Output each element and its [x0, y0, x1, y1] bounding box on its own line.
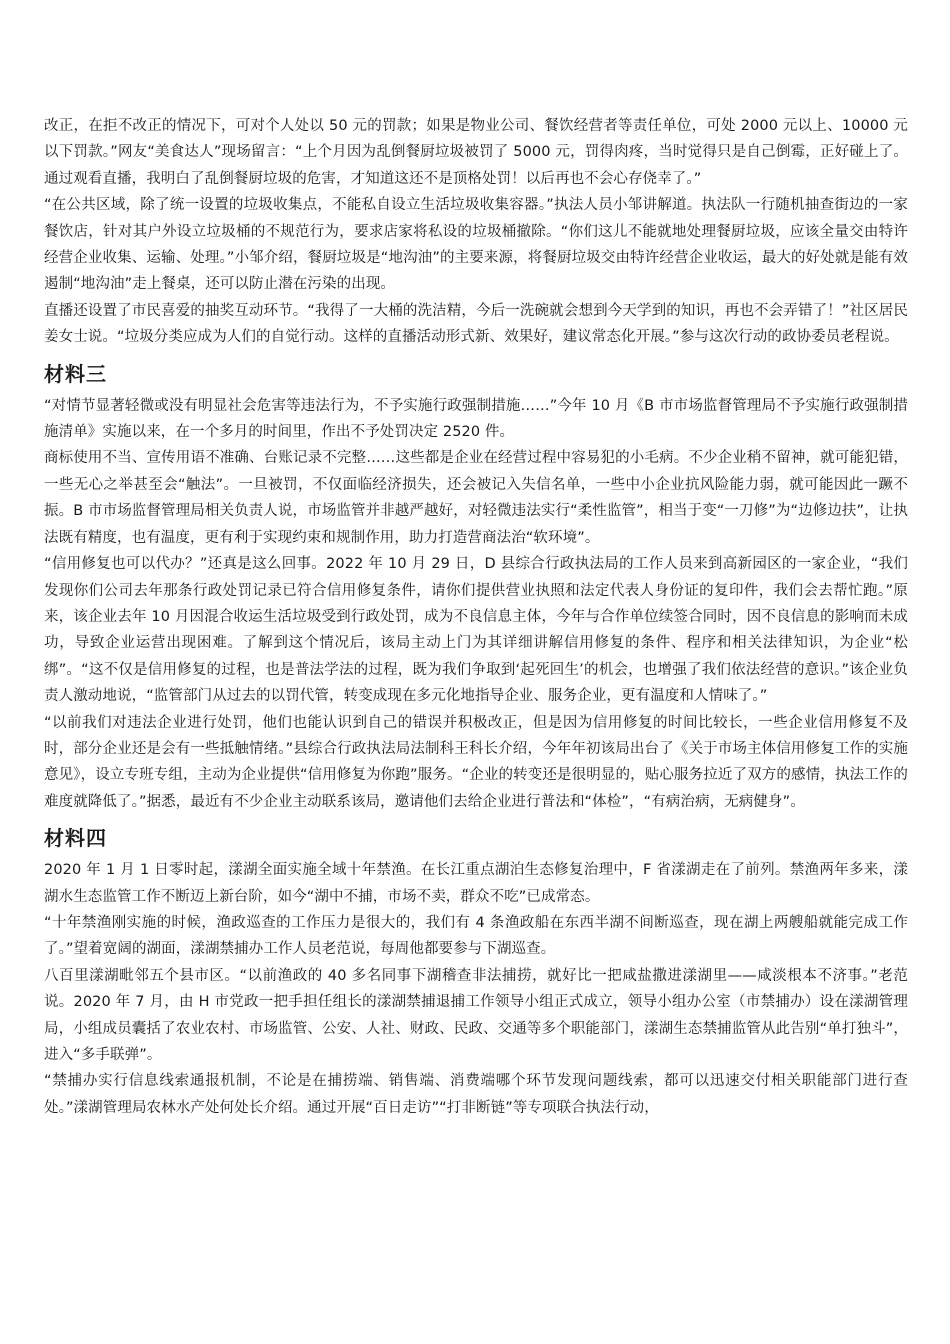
paragraph: 八百里漾湖毗邻五个县市区。“以前渔政的 40 多名同事下湖稽查非法捕捞，就好比一把咸盐撒进漾湖里——咸淡根本不济事。”老范说。2020 年 7 月，由 H 市党政一把手担任组长的漾湖禁捕退捕工作领导小组正式成立，领导小组办公室（市禁捕办）设在漾湖管理局，小组成员囊括了农业农村、市场监管、公安、人社、财政、民政、交通等多个职能部门，漾湖生态禁捕监管从此告别“单打独斗”，进入“多手联弹”。	[44, 967, 908, 1063]
paragraph: “在公共区域，除了统一设置的垃圾收集点，不能私自设立生活垃圾收集容器。”执法人员小邹讲解道。执法队一行随机抽查街边的一家餐饮店，针对其户外设立垃圾桶的不规范行为，要求店家将私设的垃圾桶撤除。“你们这儿不能就地处理餐厨垃圾，应该全量交由特许经营企业收集、运输、处理。”小邹介绍，餐厨垃圾是“地沟油”的主要来源，将餐厨垃圾交由特许经营企业收运，最大的好处就是能有效遏制“地沟油”走上餐桌，还可以防止潜在污染的出现。	[44, 197, 908, 293]
paragraph: “以前我们对违法企业进行处罚，他们也能认识到自己的错误并积极改正，但是因为信用修复的时间比较长，一些企业信用修复不及时，部分企业还是会有一些抵触情绪。”县综合行政执法局法制科王科长介绍，今年年初该局出台了《关于市场主体信用修复工作的实施意见》，设立专班专组，主动为企业提供“信用修复为你跑”服务。“企业的转变还是很明显的，贴心服务拉近了双方的感情，执法工作的难度就降低了。”据悉，最近有不少企业主动联系该局，邀请他们去给企业进行普法和“体检”，“有病治病，无病健身”。	[44, 714, 908, 810]
paragraph: 直播还设置了市民喜爱的抽奖互动环节。“我得了一大桶的洗洁精，今后一洗碗就会想到今天学到的知识，再也不会弄错了！”社区居民姜女士说。“垃圾分类应成为人们的自觉行动。这样的直播活动形式新、效果好，建议常态化开展。”参与这次行动的政协委员老程说。	[44, 302, 908, 346]
section-heading-4: 材料四	[44, 826, 107, 851]
paragraph: “十年禁渔刚实施的时候，渔政巡查的工作压力是很大的，我们有 4 条渔政船在东西半湖不间断巡查，现在湖上两艘船就能完成工作了。”望着宽阔的湖面，漾湖禁捕办工作人员老范说，每周他都要参与下湖巡查。	[44, 914, 908, 958]
document-page	[44, 113, 908, 1121]
paragraph: 商标使用不当、宣传用语不准确、台账记录不完整……这些都是企业在经营过程中容易犯的小毛病。不少企业稍不留神，就可能犯错，一些无心之举甚至会“触法”。一旦被罚，不仅面临经济损失，还会被记入失信名单，一些中小企业抗风险能力弱，就可能因此一蹶不振。B 市市场监督管理局相关负责人说，市场监管并非越严越好，对轻微违法实行“柔性监管”，相当于变“一刀修”为“边修边扶”，让执法既有精度，也有温度，更有利于实现约束和规制作用，助力打造营商法治“软环境”。	[44, 450, 908, 546]
paragraph: “信用修复也可以代办？”还真是这么回事。2022 年 10 月 29 日，D 县综合行政执法局的工作人员来到高新园区的一家企业，“我们发现你们公司去年那条行政处罚记录已符合信用修复条件，请你们提供营业执照和法定代表人身份证的复印件，我们会去帮忙跑。”原来，该企业去年 10 月因混合收运生活垃圾受到行政处罚，成为不良信息主体，今年与合作单位续签合同时，因不良信息的影响而未成功，导致企业运营出现困难。了解到这个情况后，该局主动上门为其详细讲解信用修复的条件、程序和相关法律知识，为企业“松绑”。“这不仅是信用修复的过程，也是普法学法的过程，既为我们争取到‘起死回生’的机会，也增强了我们依法经营的意识。”该企业负责人激动地说，“监管部门从过去的以罚代管，转变成现在多元化地指导企业、服务企业，更有温度和人情味了。”	[44, 556, 908, 705]
paragraph: 2020 年 1 月 1 日零时起，漾湖全面实施全域十年禁渔。在长江重点湖泊生态修复治理中，F 省漾湖走在了前列。禁渔两年多来，漾湖水生态监管工作不断迈上新台阶，如今“湖中不捕，市场不卖，群众不吃”已成常态。	[44, 862, 908, 905]
paragraph: “对情节显著轻微或没有明显社会危害等违法行为，不予实施行政强制措施……”今年 10 月《B 市市场监督管理局不予实施行政强制措施清单》实施以来，在一个多月的时间里，作出不予处罚决定 2520 件。	[44, 397, 908, 441]
paragraph: 改正，在拒不改正的情况下，可对个人处以 50 元的罚款；如果是物业公司、餐饮经营者等责任单位，可处 2000 元以上、10000 元以下罚款。”网友“美食达人”现场留言：“上个月因为乱倒餐厨垃圾被罚了 5000 元，罚得肉疼，当时觉得只是自己倒霉，正好碰上了。通过观看直播，我明白了乱倒餐厨垃圾的危害，才知道这还不是顶格处罚！以后再也不会心存侥幸了。”	[44, 118, 908, 187]
paragraph: “禁捕办实行信息线索通报机制，不论是在捕捞端、销售端、消费端哪个环节发现问题线索，都可以迅速交付相关职能部门进行查处。”漾湖管理局农林水产处何处长介绍。通过开展“百日走访”“打非断链”等专项联合执法行动，	[44, 1073, 908, 1116]
section-heading-3: 材料三	[44, 361, 107, 386]
